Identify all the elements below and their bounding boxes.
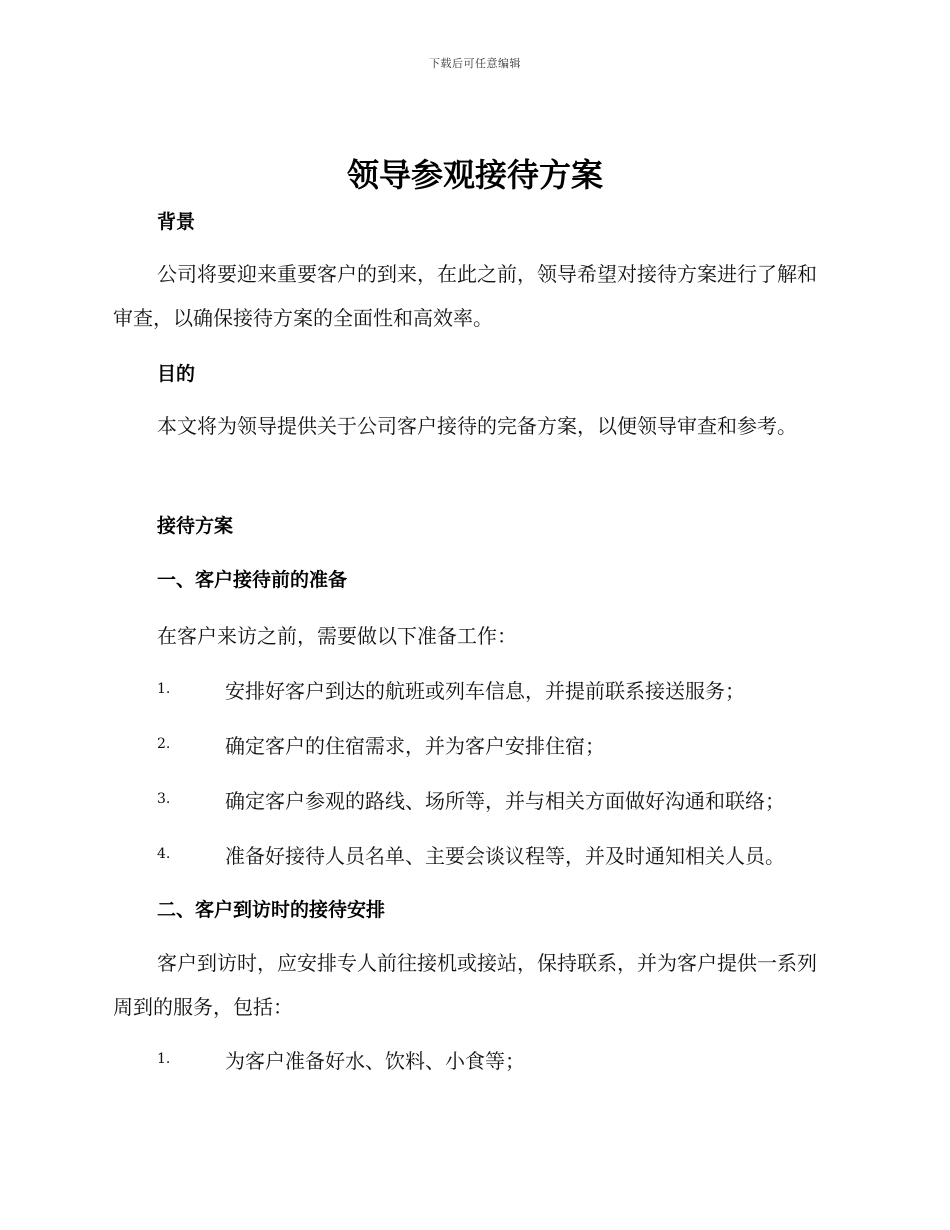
paragraph-part1-intro: 在客户来访之前，需要做以下准备工作： — [157, 624, 517, 648]
paragraph-purpose: 本文将为领导提供关于公司客户接待的完备方案，以便领导审查和参考。 — [157, 414, 797, 438]
list-item — [157, 840, 857, 870]
section-heading-part2: 二、客户到访时的接待安排 — [157, 899, 386, 921]
list-item-text: 准备好接待人员名单、主要会谈议程等，并及时通知相关人员。 — [225, 844, 785, 868]
paragraph-part2: 客户到访时，应安排专人前往接机或接站，保持联系，并为客户提供一系列周到的服务，包括： — [113, 951, 817, 1019]
list-item — [157, 1045, 857, 1075]
page-title: 领导参观接待方案 — [346, 156, 603, 194]
list-item-number: 1. — [157, 1051, 171, 1067]
list-item — [157, 675, 857, 705]
section-heading-part1: 一、客户接待前的准备 — [157, 569, 348, 591]
list-item-text: 确定客户的住宿需求，并为客户安排住宿； — [225, 734, 605, 758]
section-heading-purpose: 目的 — [157, 363, 196, 385]
list-item — [157, 785, 857, 815]
paragraph-background: 公司将要迎来重要客户的到来，在此之前，领导希望对接待方案进行了解和审查，以确保接待方案的全面性和高效率。 — [113, 262, 817, 330]
list-item-number: 4. — [157, 846, 171, 862]
section-heading-background: 背景 — [157, 211, 196, 233]
list-item-text: 为客户准备好水、饮料、小食等； — [225, 1049, 525, 1073]
section-heading-plan: 接待方案 — [157, 515, 234, 537]
list-item-number: 3. — [157, 791, 171, 807]
list-item-number: 2. — [157, 736, 171, 752]
list-item-number: 1. — [157, 681, 171, 697]
list-item-text: 确定客户参观的路线、场所等，并与相关方面做好沟通和联络； — [225, 789, 785, 813]
list-item — [157, 730, 857, 760]
header-note: 下载后可任意编辑 — [429, 57, 521, 70]
list-item-text: 安排好客户到达的航班或列车信息，并提前联系接送服务； — [225, 679, 745, 703]
